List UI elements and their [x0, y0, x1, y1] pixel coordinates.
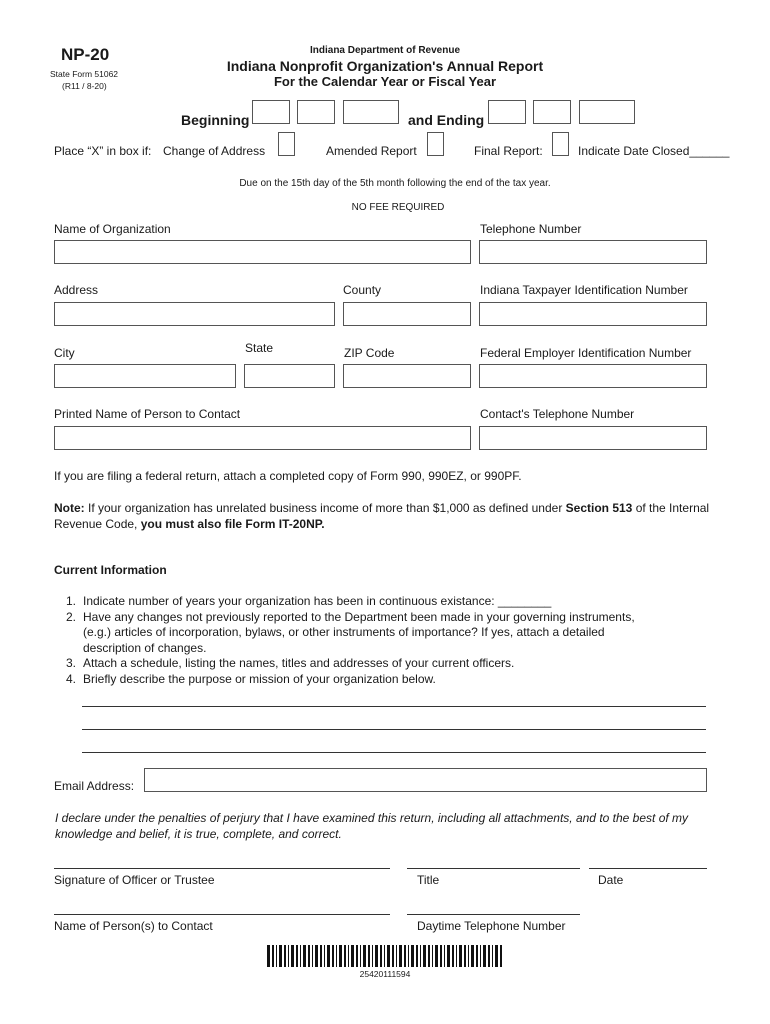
note-text-1: If your organization has unrelated business income of more than $1,000 as defined under [84, 501, 566, 515]
list-item-text: description of changes. [83, 640, 207, 655]
address-input[interactable] [54, 302, 335, 326]
zip-input[interactable] [343, 364, 471, 388]
ending-day-input[interactable] [533, 100, 571, 124]
contact-phone-label: Contact's Telephone Number [480, 407, 635, 421]
federal-return-note: If you are filing a federal return, attach a completed copy of Form 990, 990EZ, or 990PF. [54, 469, 522, 483]
barcode-image [267, 945, 503, 967]
fein-input[interactable] [479, 364, 707, 388]
state-label: State [245, 341, 274, 355]
list-item-text: Indicate number of years your organization has been in continuous existance: ________ [83, 594, 552, 608]
list-item [54, 610, 635, 657]
ending-year-input[interactable] [579, 100, 635, 124]
change-of-address-label: Change of Address [163, 144, 266, 158]
unrelated-income-note [54, 500, 734, 532]
form-title: Indiana Nonprofit Organization's Annual Report [226, 58, 544, 74]
taxpayer-id-input[interactable] [479, 302, 707, 326]
change-of-address-checkbox[interactable] [278, 132, 295, 156]
list-item-number: 4. [66, 671, 77, 686]
contact-name-input[interactable] [54, 426, 471, 450]
list-item-number: 2. [66, 609, 77, 624]
form-subtitle: For the Calendar Year or Fiscal Year [273, 74, 497, 89]
ending-label: and Ending [408, 112, 485, 128]
perjury-declaration: I declare under the penalties of perjury that I have examined this return, including all attachments, and to the best of my knowledge and belief, it is true, complete, and correct. [55, 811, 689, 841]
list-item-text: Briefly describe the purpose or mission of your organization below. [83, 671, 436, 686]
date-label: Date [598, 873, 624, 887]
daytime-phone-line[interactable] [407, 914, 580, 915]
list-item [54, 594, 635, 610]
email-label: Email Address: [54, 779, 135, 793]
title-label: Title [417, 873, 440, 887]
county-label: County [343, 283, 382, 297]
no-fee-note: NO FEE REQUIRED [351, 202, 445, 213]
list-item-text: Have any changes not previously reported to the Department been made in your governing instruments, [83, 609, 635, 624]
beginning-year-input[interactable] [343, 100, 399, 124]
contact-persons-label: Name of Person(s) to Contact [54, 919, 213, 933]
county-input[interactable] [343, 302, 471, 326]
list-item [54, 672, 635, 688]
amended-report-checkbox[interactable] [427, 132, 444, 156]
list-item-number: 3. [66, 656, 77, 670]
org-name-label: Name of Organization [54, 222, 171, 236]
beginning-day-input[interactable] [297, 100, 335, 124]
amended-report-label: Amended Report [326, 144, 417, 158]
list-item [54, 656, 635, 672]
due-date-note: Due on the 15th day of the 5th month following the end of the tax year. [239, 178, 551, 189]
fein-label: Federal Employer Identification Number [480, 346, 692, 360]
zip-label: ZIP Code [344, 346, 395, 360]
note-text-2: of the Internal Revenue Code, [54, 501, 710, 531]
current-info-heading: Current Information [54, 563, 167, 577]
ending-month-input[interactable] [488, 100, 526, 124]
barcode-number: 25420111594 [359, 969, 411, 979]
final-report-checkbox[interactable] [552, 132, 569, 156]
form-code: NP-20 [61, 45, 110, 64]
checkbox-intro: Place “X” in box if: [54, 144, 152, 158]
note-section: Section 513 [565, 501, 633, 515]
title-line[interactable] [407, 868, 580, 869]
list-item-number: 1. [66, 594, 77, 608]
state-input[interactable] [244, 364, 335, 388]
officer-signature-label: Signature of Officer or Trustee [54, 873, 215, 887]
beginning-label: Beginning [181, 112, 250, 128]
contact-name-label: Printed Name of Person to Contact [54, 407, 241, 421]
note-label: Note: [54, 501, 85, 515]
officer-signature-line[interactable] [54, 868, 390, 869]
email-input[interactable] [144, 768, 707, 792]
date-closed-label: Indicate Date Closed______ [578, 144, 730, 158]
city-input[interactable] [54, 364, 236, 388]
department-name: Indiana Department of Revenue [309, 45, 461, 56]
contact-name-line[interactable] [54, 914, 390, 915]
org-name-input[interactable] [54, 240, 471, 264]
contact-phone-input[interactable] [479, 426, 707, 450]
final-report-label: Final Report: [474, 144, 543, 158]
daytime-phone-label: Daytime Telephone Number [417, 919, 566, 933]
address-label: Address [54, 283, 99, 297]
note-must-file: you must also file Form IT-20NP. [140, 517, 325, 531]
telephone-label: Telephone Number [480, 222, 582, 236]
telephone-input[interactable] [479, 240, 707, 264]
current-info-list [54, 594, 635, 687]
list-item-text: (e.g.) articles of incorporation, bylaws, or other instruments of importance? If yes, attach a detailed [83, 625, 605, 639]
city-label: City [54, 346, 75, 360]
taxpayer-id-label: Indiana Taxpayer Identification Number [480, 283, 688, 297]
purpose-line-2[interactable] [82, 729, 706, 730]
purpose-line-1[interactable] [82, 706, 706, 707]
date-line[interactable] [589, 868, 707, 869]
form-revision: (R11 / 8-20) [62, 81, 107, 91]
list-item-text: Attach a schedule, listing the names, titles and addresses of your current officers. [83, 656, 515, 670]
beginning-month-input[interactable] [252, 100, 290, 124]
purpose-line-3[interactable] [82, 752, 706, 753]
state-form-number: State Form 51062 [50, 69, 119, 79]
